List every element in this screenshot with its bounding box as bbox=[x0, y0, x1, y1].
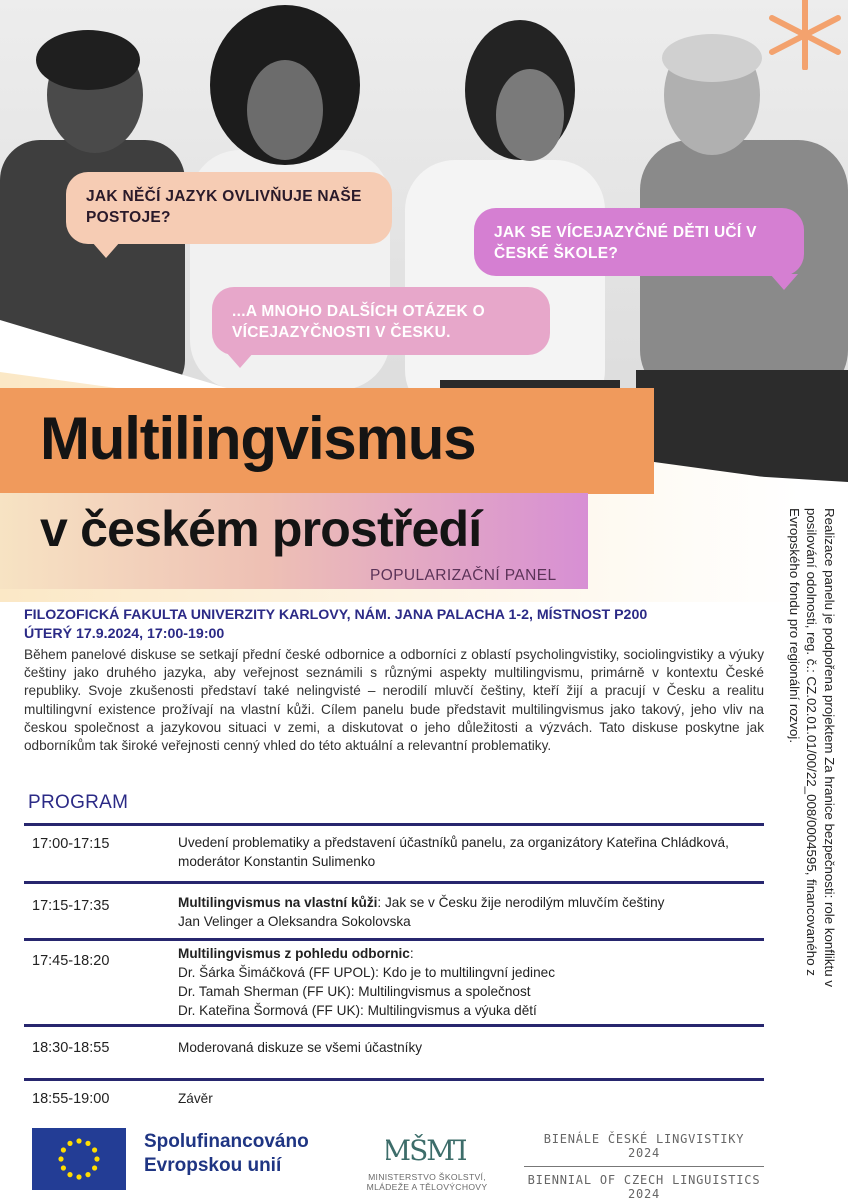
bubble-3-tail bbox=[226, 352, 254, 368]
slot-description bbox=[178, 944, 768, 1020]
bubble-2-tail bbox=[770, 274, 798, 290]
slot-time: 17:00-17:15 bbox=[32, 836, 110, 852]
slot-line2: Dr. Šárka Šimáčková (FF UPOL): Kdo je to multilingvní jedinec bbox=[178, 965, 555, 980]
slot-description bbox=[178, 893, 768, 931]
question-bubble-2: JAK SE VÍCEJAZYČNÉ DĚTI UČÍ V ČESKÉ ŠKOLE? bbox=[474, 208, 804, 276]
biennial-en: BIENNIAL OF CZECH LINGUISTICS 2024 bbox=[527, 1173, 761, 1201]
msmt-logo-icon bbox=[386, 1122, 466, 1175]
page-title: Multilingvismus bbox=[40, 405, 476, 472]
slot-time: 17:45-18:20 bbox=[32, 953, 110, 969]
bubble-1-tail bbox=[92, 242, 120, 258]
program-divider bbox=[24, 881, 764, 884]
eu-cofunding-label bbox=[144, 1130, 309, 1178]
asterisk-decoration-icon bbox=[762, 0, 848, 75]
eu-line-1: Spolufinancováno bbox=[144, 1131, 309, 1152]
event-info bbox=[24, 606, 764, 644]
msmt-line-1: MINISTERSTVO ŠKOLSTVÍ, bbox=[368, 1172, 486, 1182]
slot-time: 18:30-18:55 bbox=[32, 1040, 110, 1056]
biennial-cz: BIENÁLE ČESKÉ LINGVISTIKY 2024 bbox=[543, 1132, 745, 1160]
slot-time: 17:15-17:35 bbox=[32, 898, 110, 914]
eu-flag-icon bbox=[32, 1128, 126, 1190]
eu-line-2: Evropskou unií bbox=[144, 1155, 282, 1176]
biennial-rule bbox=[524, 1166, 764, 1167]
slot-text: : Jak se v Česku žije nerodilým mluvčím češtiny bbox=[377, 895, 665, 910]
venue-text: FILOZOFICKÁ FAKULTA UNIVERZITY KARLOVY, NÁM. JANA PALACHA 1-2, MÍSTNOST P200 bbox=[24, 607, 648, 623]
slot-bold: Multilingvismus z pohledu odbornic bbox=[178, 946, 410, 961]
question-bubble-3: ...A MNOHO DALŠÍCH OTÁZEK O VÍCEJAZYČNOSTI V ČESKU. bbox=[212, 287, 550, 355]
logo-strip bbox=[0, 1120, 848, 1200]
msmt-label bbox=[352, 1172, 502, 1192]
program-divider bbox=[24, 938, 764, 941]
funding-note-text: Realizace panelu je podpořena projektem Za hranice bezpečnosti: role konfliktu v posilování odolnosti, reg. č.: CZ.02.01.01/00/22_008/0004595, financovaného z Evropského fondu pro regionální rozvoj. bbox=[787, 508, 837, 987]
intro-paragraph: Během panelové diskuse se setkají přední české odbornice a odborníci z oblastí psycholingvistiky, sociolingvistiky a výuky češtiny jako druhého jazyka, aby veřejnost seznámili s různými aspekty multilingvismu, primárně v kontextu České republiky. Svoje zkušenosti představí také nelingvisté – nerodilí mluvčí češtiny, kteří žijí a pracují v Česku a realitu multilingvní existence prožívají na vlastní kůži. Cílem panelu bude představit multilingvismus jako takový, jeho vliv na českou společnost a jazykovou situaci v zemi, a diskutovat o jeho důležitosti a výzvách. Tato diskuse poskytne jak odborníkům tak široké veřejnosti cenný vhled do této aktuální a relevantní problematiky. bbox=[24, 647, 764, 754]
slot-description bbox=[178, 833, 768, 871]
funding-note bbox=[784, 508, 844, 1038]
slot-bold: Multilingvismus na vlastní kůži bbox=[178, 895, 378, 910]
datetime-text: ÚTERÝ 17.9.2024, 17:00-19:00 bbox=[24, 626, 225, 642]
program-divider bbox=[24, 823, 764, 826]
slot-time: 18:55-19:00 bbox=[32, 1091, 110, 1107]
slot-line4: Dr. Kateřina Šormová (FF UK): Multilingvismus a výuka dětí bbox=[178, 1003, 537, 1018]
biennial-logo bbox=[524, 1132, 764, 1201]
program-divider bbox=[24, 1078, 764, 1081]
slot-text: Uvedení problematiky a představení účastníků panelu, za organizátory Kateřina Chládková, bbox=[178, 835, 729, 850]
msmt-line-2: MLÁDEŽE A TĚLOVÝCHOVY bbox=[366, 1182, 488, 1192]
program-heading: PROGRAM bbox=[28, 792, 129, 813]
slot-description bbox=[178, 1089, 768, 1108]
slot-description bbox=[178, 1038, 768, 1057]
slot-text: Závěr bbox=[178, 1091, 213, 1106]
slot-line3: Dr. Tamah Sherman (FF UK): Multilingvismus a společnost bbox=[178, 984, 531, 999]
slot-text: : bbox=[409, 946, 414, 961]
page-subtitle: v českém prostředí bbox=[40, 501, 482, 557]
panel-type-label: POPULARIZAČNÍ PANEL bbox=[370, 567, 557, 584]
question-bubble-1: JAK NĚČÍ JAZYK OVLIVŇUJE NAŠE POSTOJE? bbox=[66, 172, 392, 244]
msmt-mark-text: MŠMT bbox=[386, 1134, 466, 1167]
slot-line2: Jan Velinger a Oleksandra Sokolovska bbox=[178, 914, 411, 929]
program-divider bbox=[24, 1024, 764, 1027]
slot-line2: moderátor Konstantin Sulimenko bbox=[178, 854, 376, 869]
slot-text: Moderovaná diskuze se všemi účastníky bbox=[178, 1040, 423, 1055]
